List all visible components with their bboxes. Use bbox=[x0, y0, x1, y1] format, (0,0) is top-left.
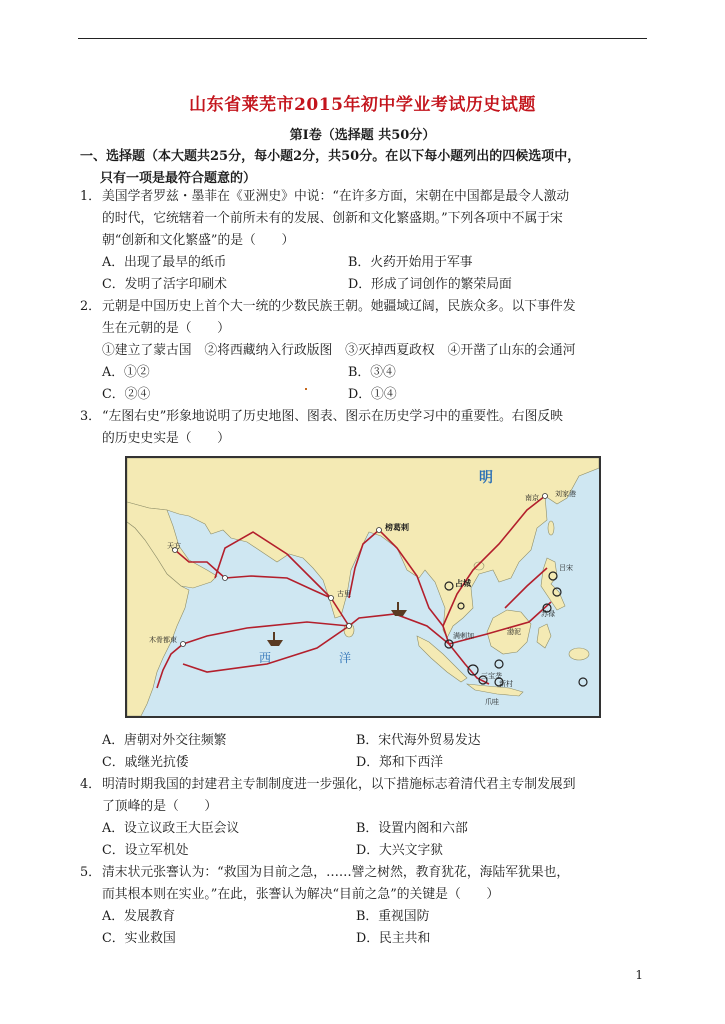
q4-option-c[interactable]: C．设立军机处 bbox=[102, 843, 189, 858]
question-number: 5． bbox=[80, 865, 101, 880]
q3-option-c[interactable]: C．戚继光抗倭 bbox=[102, 755, 189, 770]
question-text-line: 的时代，它统辖着一个前所未有的发展、创新和文化繁盛期。”下列各项中不属于宋 bbox=[102, 211, 563, 226]
instructions-line-2: 只有一项是最符合题意的） bbox=[100, 171, 257, 186]
q3-option-d[interactable]: D．郑和下西洋 bbox=[356, 755, 444, 770]
q1-option-a[interactable]: A．出现了最早的纸币 bbox=[102, 255, 227, 270]
land-island bbox=[569, 648, 589, 660]
q2-option-a[interactable]: A．①② bbox=[102, 365, 150, 380]
label-yang: 洋 bbox=[339, 651, 352, 665]
header-rule bbox=[78, 38, 647, 39]
question-text-line: 生在元朝的是（ ） bbox=[102, 321, 230, 336]
q3-option-b[interactable]: B．宋代海外贸易发达 bbox=[356, 733, 481, 748]
question-number: 2． bbox=[80, 299, 101, 314]
label-tianfang: 天方 bbox=[167, 542, 181, 550]
label-sanbaolong: 三宝垄 bbox=[481, 672, 502, 680]
q5-option-d[interactable]: D．民主共和 bbox=[356, 931, 431, 946]
label-manlajia: 满剌加 bbox=[453, 632, 474, 640]
question-3 bbox=[80, 406, 655, 450]
q5-option-a[interactable]: A．发展教育 bbox=[102, 909, 176, 924]
land-taiwan bbox=[548, 521, 554, 535]
label-zhuawa: 爪哇 bbox=[485, 698, 499, 706]
question-text-line: 美国学者罗兹・墨菲在《亚洲史》中说：“在许多方面，宋朝在中国都是最令人激动 bbox=[102, 189, 570, 204]
question-text-line: ①建立了蒙古国 ②将西藏纳入行政版图 ③灭掉西夏政权 ④开凿了山东的会通河 bbox=[102, 343, 576, 358]
q1-option-c[interactable]: C．发明了活字印刷术 bbox=[102, 277, 227, 292]
question-1 bbox=[80, 186, 655, 252]
q1-option-b[interactable]: B．火药开始用于军事 bbox=[348, 255, 473, 270]
question-4 bbox=[80, 774, 655, 818]
q2-option-b[interactable]: B．③④ bbox=[348, 365, 396, 380]
question-text-line: “左图右史”形象地说明了历史地图、图表、图示在历史学习中的重要性。右图反映 bbox=[102, 409, 563, 424]
stray-mark bbox=[305, 388, 307, 390]
question-2 bbox=[80, 296, 655, 362]
label-bangala: 榜葛剌 bbox=[385, 523, 409, 532]
instructions-line-1: 一、选择题（本大题共25分，每小题2分，共50分。在以下每小题列出的四候选项中， bbox=[80, 149, 581, 164]
question-text-line: 清末状元张謇认为：“救国为目前之急，……譬之树然，教育犹花，海陆军犹果也， bbox=[102, 865, 570, 880]
page-title: 山东省莱芜市2015年初中学业考试历史试题 bbox=[189, 95, 536, 115]
q4-option-a[interactable]: A．设立议政王大臣会议 bbox=[102, 821, 240, 836]
q5-option-b[interactable]: B．重视国防 bbox=[356, 909, 430, 924]
q5-option-c[interactable]: C．实业救国 bbox=[102, 931, 176, 946]
label-mugudushu: 木骨都束 bbox=[149, 636, 177, 644]
label-ming: 明 bbox=[479, 470, 493, 486]
label-nanjing: 南京 bbox=[525, 494, 539, 502]
label-sulu: 苏禄 bbox=[541, 610, 555, 618]
label-xi: 西 bbox=[259, 651, 272, 665]
page-number: 1 bbox=[635, 968, 643, 982]
question-number: 3． bbox=[80, 409, 101, 424]
q2-option-d[interactable]: D．①④ bbox=[348, 387, 397, 402]
question-text-line: 明清时期我国的封建君主专制制度进一步强化，以下措施标志着清代君主专制发展到 bbox=[102, 777, 576, 792]
label-xincun: 新村 bbox=[499, 680, 513, 688]
section-title: 第Ⅰ卷（选择题 共50分） bbox=[289, 128, 436, 143]
label-boni: 渤泥 bbox=[507, 628, 521, 636]
zheng-he-voyage-map bbox=[125, 456, 601, 718]
question-5 bbox=[80, 862, 655, 906]
question-number: 4． bbox=[80, 777, 101, 792]
label-liujiagang: 刘家港 bbox=[555, 490, 576, 498]
label-guli: 古里 bbox=[337, 590, 351, 598]
question-text-line: 而其根本则在实业。”在此，张謇认为解决“目前之急”的关键是（ ） bbox=[102, 887, 500, 902]
q2-option-c[interactable]: C．②④ bbox=[102, 387, 151, 402]
question-number: 1． bbox=[80, 189, 101, 204]
label-zhancheng: 占城 bbox=[455, 579, 471, 588]
question-text-line: 元朝是中国历史上首个大一统的少数民族王朝。她疆域辽阔，民族众多。以下事件发 bbox=[102, 299, 576, 314]
q1-option-d[interactable]: D．形成了词创作的繁荣局面 bbox=[348, 277, 512, 292]
q4-option-d[interactable]: D．大兴文字狱 bbox=[356, 843, 444, 858]
q4-option-b[interactable]: B．设置内阁和六部 bbox=[356, 821, 468, 836]
question-text-line: 朝“创新和文化繁盛”的是（ ） bbox=[102, 233, 295, 248]
label-lvsong: 吕宋 bbox=[559, 564, 573, 572]
q3-option-a[interactable]: A．唐朝对外交往频繁 bbox=[102, 733, 227, 748]
question-text-line: 了顶峰的是（ ） bbox=[102, 799, 218, 814]
question-text-line: 的历史史实是（ ） bbox=[102, 431, 230, 446]
instructions bbox=[80, 146, 650, 190]
